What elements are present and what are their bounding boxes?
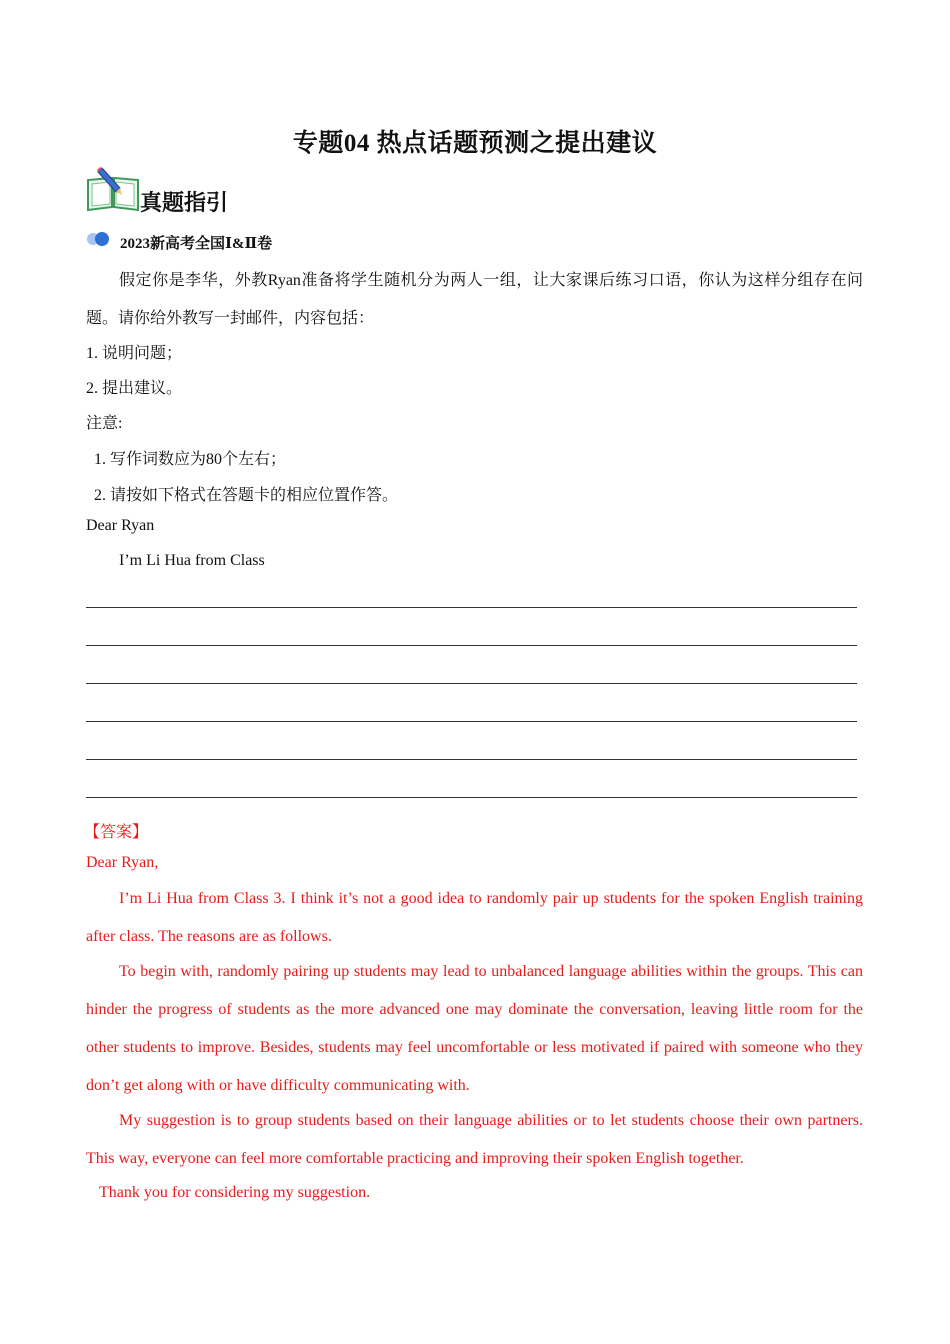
letter-salutation: Dear Ryan [86, 517, 155, 534]
dot-bullet-icon [86, 231, 112, 247]
prompt-paragraph: 假定你是李华，外教Ryan准备将学生随机分为两人一组，让大家课后练习口语，你认为这样分组存在问题。请你给外教写一封邮件，内容包括： [86, 272, 863, 327]
answer-closing: Thank you for considering my suggestion. [99, 1184, 371, 1201]
requirement-item: 1. 说明问题； [86, 345, 183, 362]
note-item: 1. 写作词数应为80个左右； [94, 451, 287, 468]
note-item: 2. 请按如下格式在答题卡的相应位置作答。 [94, 487, 399, 504]
answer-blank-line [86, 759, 857, 760]
section-title: 真题指引 [140, 191, 229, 216]
answer-blank-line [86, 797, 857, 798]
answer-paragraph: My suggestion is to group students based on their language abilities or to let students choose their own partners. This way, everyone can feel more comfortable practicing and improving their spoken English together. [86, 1112, 863, 1167]
section-header [86, 164, 386, 214]
book-pencil-icon [86, 166, 140, 212]
letter-opening: I’m Li Hua from Class [119, 552, 265, 569]
answer-paragraph: To begin with, randomly pairing up students may lead to unbalanced language abilities within the groups. This can hinder the progress of students as the more advanced one may dominate the conversation, leaving little room for the other students to improve. Besides, students may feel uncomfortable or less motivated if paired with someone who they don’t get along with or have difficulty communicating with. [86, 963, 863, 1094]
document-title: 专题04 热点话题预测之提出建议 [292, 130, 658, 157]
exam-source-text: 2023新高考全国Ⅰ&Ⅱ卷 [120, 236, 273, 252]
exam-source [86, 230, 486, 252]
note-label: 注意: [86, 415, 123, 432]
answer-blank-line [86, 645, 857, 646]
requirement-item: 2. 提出建议。 [86, 380, 183, 397]
answer-blank-line [86, 683, 857, 684]
answer-label: 【答案】 [84, 824, 149, 841]
answer-blank-line [86, 721, 857, 722]
answer-blank-line [86, 607, 857, 608]
answer-salutation: Dear Ryan, [86, 854, 159, 871]
answer-paragraph: I’m Li Hua from Class 3. I think it’s not a good idea to randomly pair up students for the spoken English training after class. The reasons are as follows. [86, 890, 863, 945]
